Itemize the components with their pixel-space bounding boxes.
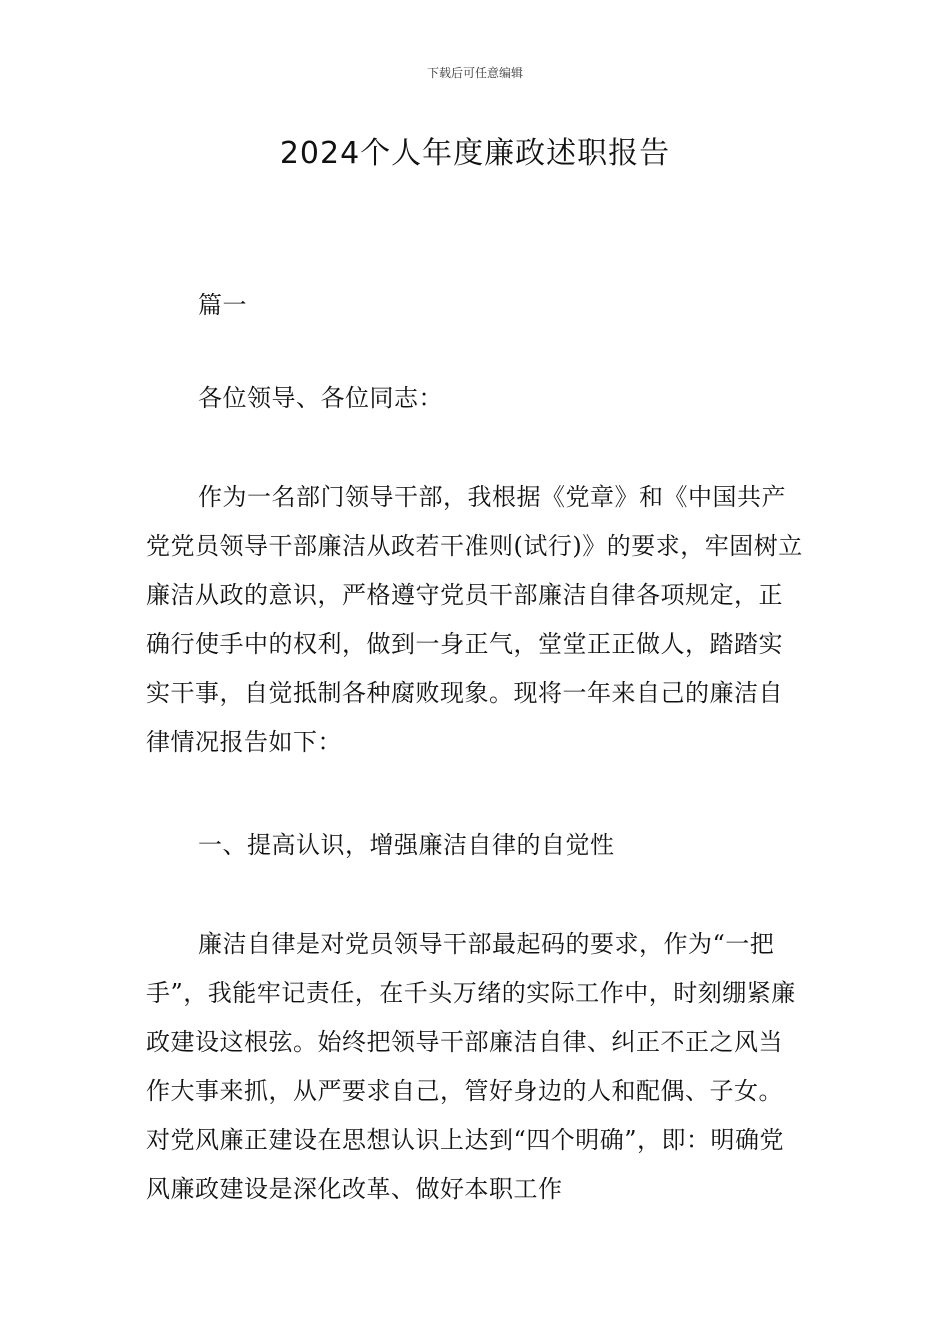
salutation: 各位领导、各位同志： [198,384,443,412]
section-label: 篇一 [198,291,247,319]
paragraph-intro: 作为一名部门领导干部，我根据《党章》和《中国共产党党员领导干部廉洁从政若干准则(试行)》的要求，牢固树立廉洁从政的意识，严格遵守党员干部廉洁自律各项规定，正确行使手中的权利，做到一身正气，堂堂正正做人，踏踏实实干事，自觉抵制各种腐败现象。现将一年来自己的廉洁自律情况报告如下： [146,483,803,756]
paragraph-1: 廉洁自律是对党员领导干部最起码的要求，作为“一把手”，我能牢记责任，在千头万绪的实际工作中，时刻绷紧廉政建设这根弦。始终把领导干部廉洁自律、纠正不正之风当作大事来抓，从严要求自己，管好身边的人和配偶、子女。对党风廉正建设在思想认识上达到“四个明确”，即：明确党风廉政建设是深化改革、做好本职工作 [146,930,796,1203]
section-heading-1: 一、提高认识，增强廉洁自律的自觉性 [198,831,615,859]
document-title: 2024个人年度廉政述职报告 [279,136,671,171]
header-note: 下载后可任意编辑 [426,66,523,80]
